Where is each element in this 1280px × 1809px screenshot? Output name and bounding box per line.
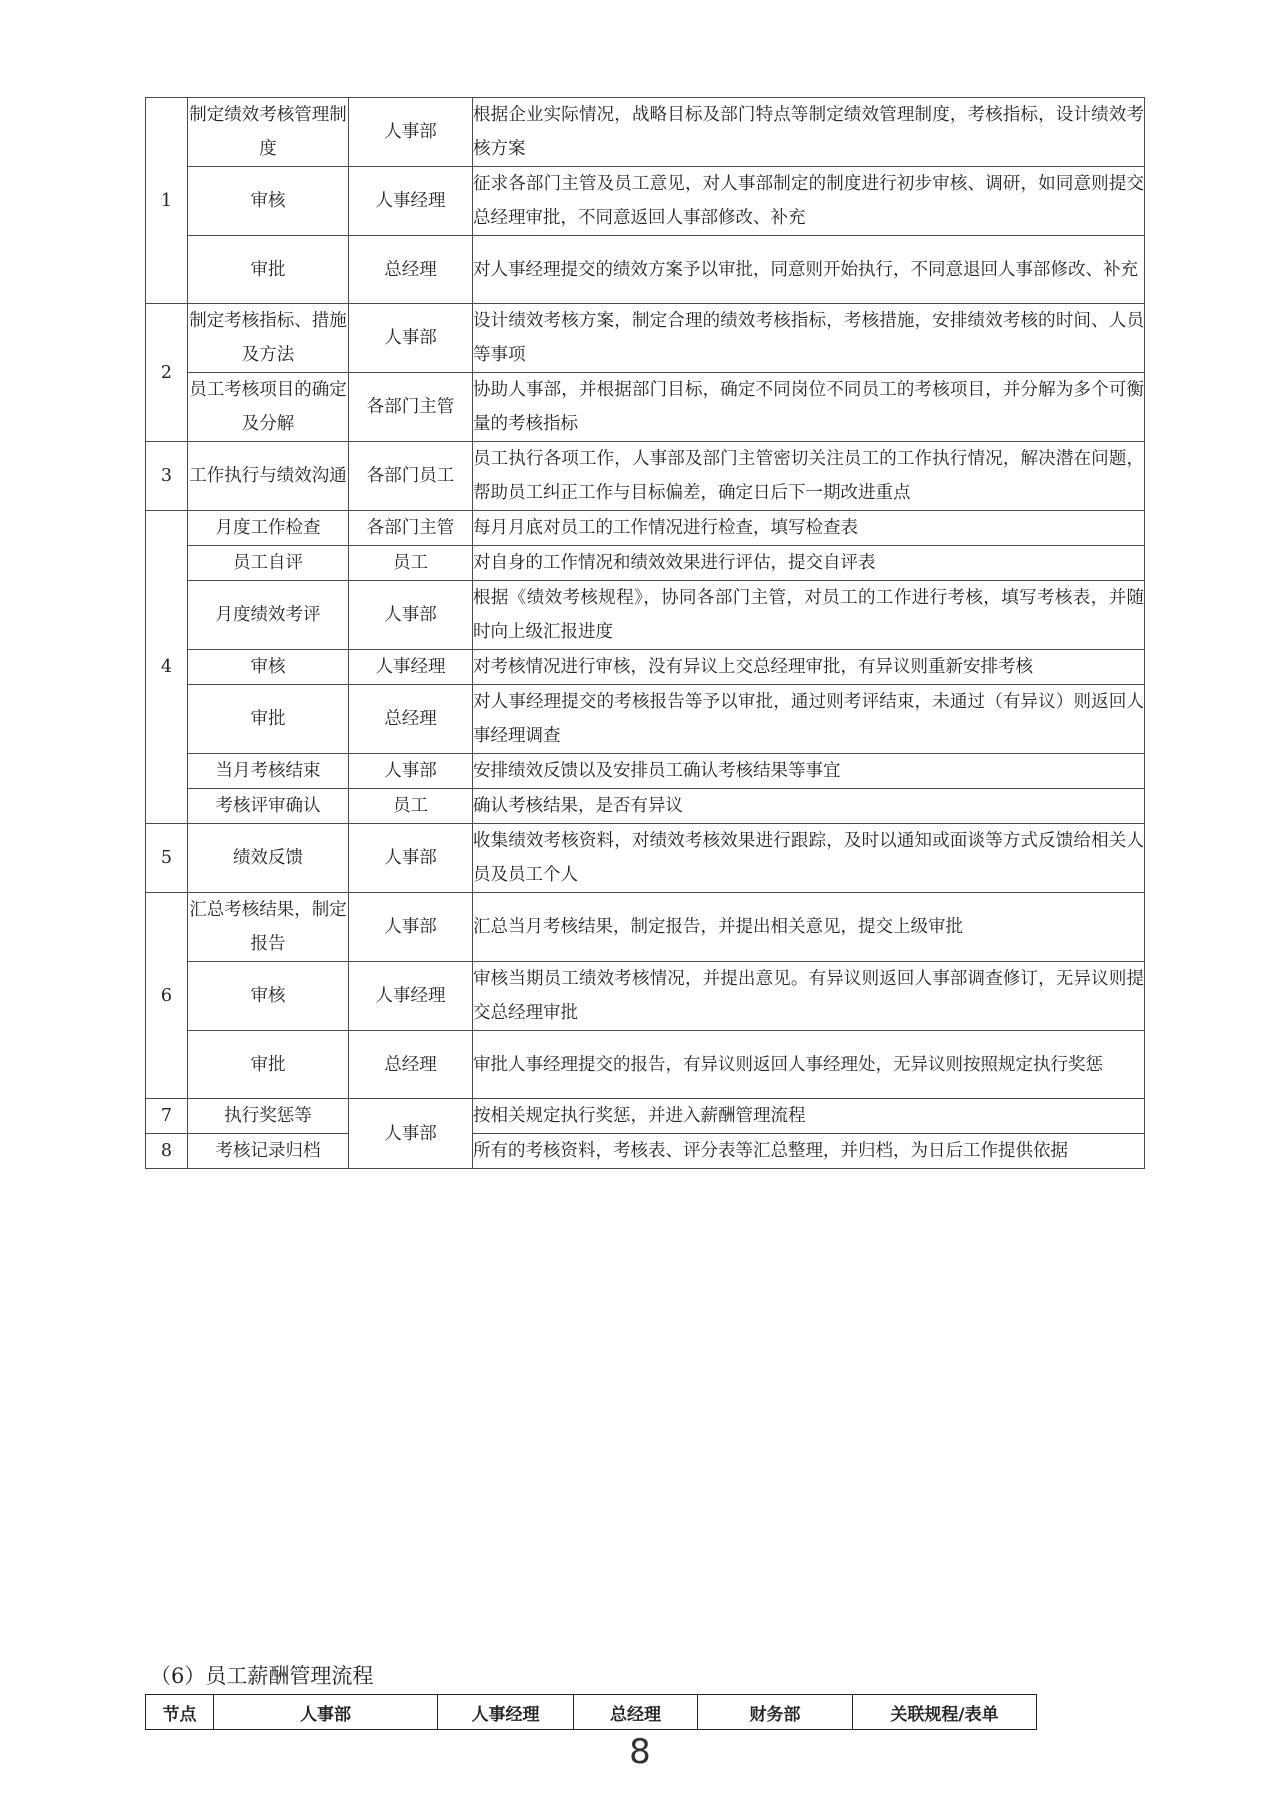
table-row [146,1099,1145,1134]
row-number: 8 [146,1134,188,1169]
row-number: 6 [146,893,188,1099]
row-number: 2 [146,304,188,442]
table-row [146,167,1145,236]
description-cell: 设计绩效考核方案，制定合理的绩效考核指标，考核措施，安排绩效考核的时间、人员等事项 [473,304,1145,373]
header-row [146,1695,1037,1730]
description-cell: 对自身的工作情况和绩效效果进行评估，提交自评表 [473,546,1145,581]
description-cell: 每月月底对员工的工作情况进行检查，填写检查表 [473,511,1145,546]
table-row [146,511,1145,546]
table-row [146,98,1145,167]
node-cell: 月度工作检查 [188,511,349,546]
node-cell: 汇总考核结果，制定报告 [188,893,349,962]
column-header-node: 节点 [146,1695,214,1730]
table-row [146,581,1145,650]
node-cell: 考核记录归档 [188,1134,349,1169]
node-cell: 绩效反馈 [188,824,349,893]
table-row [146,442,1145,511]
owner-cell: 各部门主管 [349,511,473,546]
table-row [146,789,1145,824]
column-header-hr-dept: 人事部 [214,1695,438,1730]
node-cell: 审批 [188,1031,349,1099]
node-cell: 执行奖惩等 [188,1099,349,1134]
performance-process-table [145,97,1145,1169]
node-cell: 员工考核项目的确定及分解 [188,373,349,442]
node-cell: 审批 [188,236,349,304]
owner-cell: 人事经理 [349,650,473,685]
row-number: 3 [146,442,188,511]
node-cell: 审核 [188,962,349,1031]
node-cell: 考核评审确认 [188,789,349,824]
description-cell: 安排绩效反馈以及安排员工确认考核结果等事宜 [473,754,1145,789]
table-row [146,754,1145,789]
description-cell: 根据《绩效考核规程》，协同各部门主管，对员工的工作进行考核，填写考核表，并随时向上级汇报进度 [473,581,1145,650]
row-number: 4 [146,511,188,824]
table-row [146,962,1145,1031]
description-cell: 收集绩效考核资料，对绩效考核效果进行跟踪，及时以通知或面谈等方式反馈给相关人员及员工个人 [473,824,1145,893]
node-cell: 员工自评 [188,546,349,581]
node-cell: 制定考核指标、措施及方法 [188,304,349,373]
owner-cell: 人事经理 [349,167,473,236]
owner-cell: 总经理 [349,236,473,304]
section-title: （6）员工薪酬管理流程 [150,1664,374,1688]
description-cell: 征求各部门主管及员工意见，对人事部制定的制度进行初步审核、调研，如同意则提交总经理审批，不同意返回人事部修改、补充 [473,167,1145,236]
table-row [146,650,1145,685]
owner-cell: 人事部 [349,304,473,373]
description-cell: 对人事经理提交的绩效方案予以审批，同意则开始执行，不同意退回人事部修改、补充 [473,236,1145,304]
node-cell: 审核 [188,167,349,236]
description-cell: 根据企业实际情况，战略目标及部门特点等制定绩效管理制度，考核指标，设计绩效考核方案 [473,98,1145,167]
owner-cell: 人事部 [349,98,473,167]
owner-cell: 总经理 [349,1031,473,1099]
description-cell: 确认考核结果，是否有异议 [473,789,1145,824]
table-row [146,685,1145,754]
owner-cell: 员工 [349,546,473,581]
node-cell: 当月考核结束 [188,754,349,789]
table-row [146,236,1145,304]
table-row [146,304,1145,373]
owner-cell: 人事经理 [349,962,473,1031]
table-row [146,893,1145,962]
page-number: 8 [629,1732,651,1772]
description-cell: 对人事经理提交的考核报告等予以审批，通过则考评结束，未通过（有异议）则返回人事经理调查 [473,685,1145,754]
node-cell: 工作执行与绩效沟通 [188,442,349,511]
column-header-finance-dept: 财务部 [698,1695,853,1730]
node-cell: 审核 [188,650,349,685]
owner-cell: 各部门员工 [349,442,473,511]
description-cell: 审批人事经理提交的报告，有异议则返回人事经理处，无异议则按照规定执行奖惩 [473,1031,1145,1099]
column-header-related-forms: 关联规程/表单 [853,1695,1037,1730]
node-cell: 制定绩效考核管理制度 [188,98,349,167]
owner-cell: 人事部 [349,1099,473,1169]
owner-cell: 人事部 [349,824,473,893]
owner-cell: 各部门主管 [349,373,473,442]
description-cell: 汇总当月考核结果，制定报告，并提出相关意见，提交上级审批 [473,893,1145,962]
table-row [146,1134,1145,1169]
salary-process-header-table [145,1694,1037,1730]
column-header-general-manager: 总经理 [574,1695,698,1730]
owner-cell: 人事部 [349,893,473,962]
table-row [146,1031,1145,1099]
owner-cell: 员工 [349,789,473,824]
description-cell: 员工执行各项工作，人事部及部门主管密切关注员工的工作执行情况，解决潜在问题，帮助员工纠正工作与目标偏差，确定日后下一期改进重点 [473,442,1145,511]
table-row [146,824,1145,893]
owner-cell: 总经理 [349,685,473,754]
node-cell: 月度绩效考评 [188,581,349,650]
description-cell: 按相关规定执行奖惩，并进入薪酬管理流程 [473,1099,1145,1134]
owner-cell: 人事部 [349,581,473,650]
row-number: 7 [146,1099,188,1134]
description-cell: 所有的考核资料，考核表、评分表等汇总整理，并归档，为日后工作提供依据 [473,1134,1145,1169]
row-number: 5 [146,824,188,893]
row-number: 1 [146,98,188,304]
owner-cell: 人事部 [349,754,473,789]
table-row [146,373,1145,442]
description-cell: 协助人事部，并根据部门目标，确定不同岗位不同员工的考核项目，并分解为多个可衡量的考核指标 [473,373,1145,442]
description-cell: 审核当期员工绩效考核情况，并提出意见。有异议则返回人事部调查修订，无异议则提交总经理审批 [473,962,1145,1031]
table-row [146,546,1145,581]
column-header-hr-manager: 人事经理 [438,1695,574,1730]
node-cell: 审批 [188,685,349,754]
description-cell: 对考核情况进行审核，没有异议上交总经理审批，有异议则重新安排考核 [473,650,1145,685]
